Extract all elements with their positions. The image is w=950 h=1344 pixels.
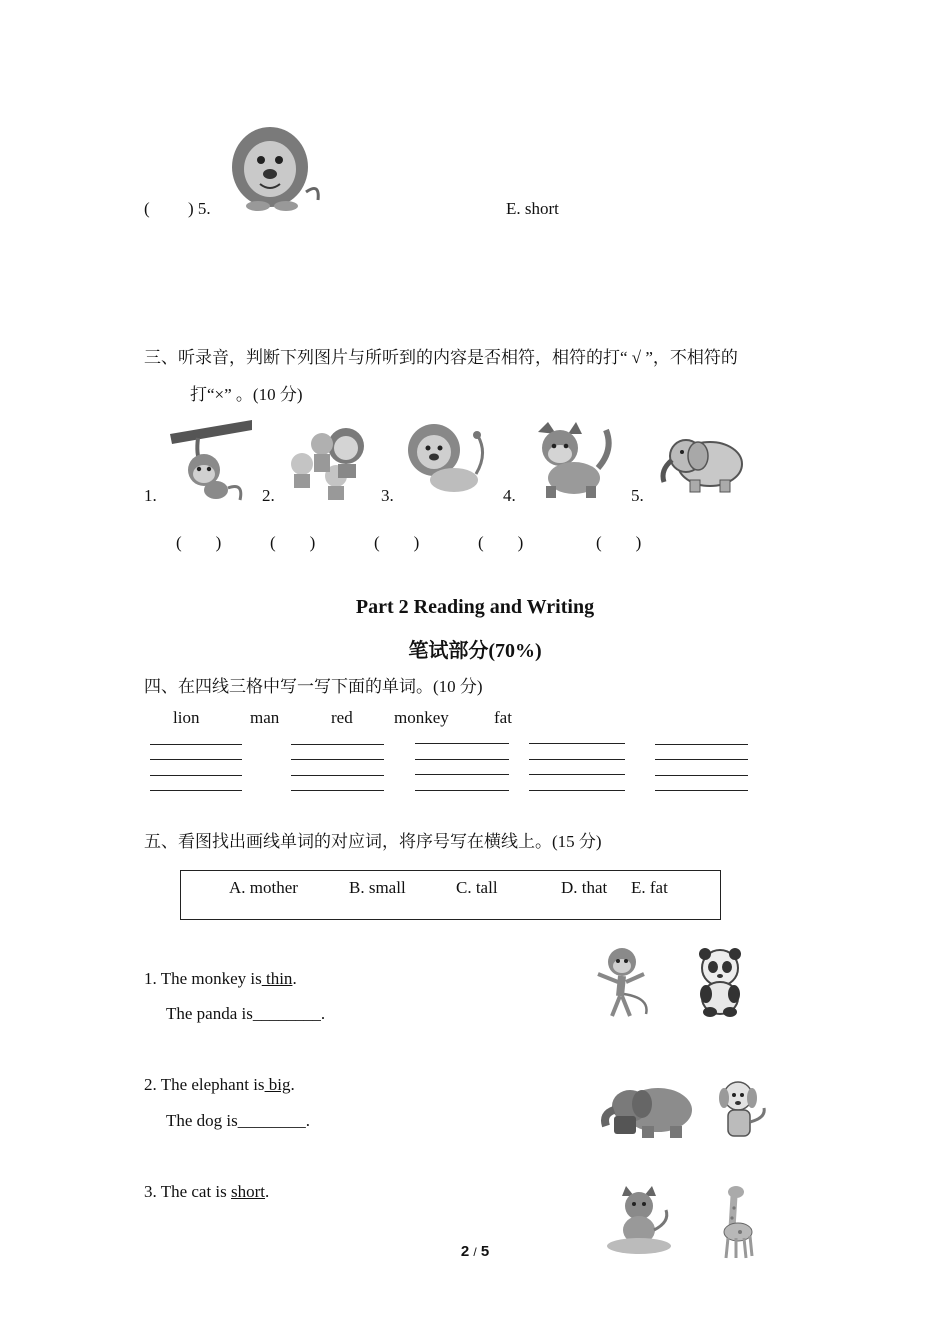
question-2-underlined-word: big [264,1075,291,1094]
page-separator: / [473,1245,477,1259]
option-d: D. that [561,878,608,897]
question-number-5: ) 5. [188,199,211,218]
word-fat: fat [494,708,512,727]
option-e: E. fat [631,878,668,897]
question-2-suffix: . [290,1075,295,1094]
option-e-short: E. short [506,199,559,218]
tiger-cat-picture [530,420,616,502]
section5-heading: 五、看图找出画线单词的对应词，将序号写在横线上。(15 分) [144,832,602,851]
item-number-1: 1. [144,486,157,505]
question-1-prefix: 1. The monkey is [144,969,262,988]
question-1-suffix: . [292,969,297,988]
dog-picture [714,1078,770,1142]
question-1-answer-line[interactable]: The panda is________. [166,1004,326,1023]
question-2 [144,1075,295,1095]
word-red: red [331,708,353,727]
question-3-prefix: 3. The cat is [144,1182,232,1201]
part2-title: Part 2 Reading and Writing [355,596,595,618]
item-number-4: 4. [503,486,516,505]
lion-lying-picture [404,414,488,498]
elephant-picture [654,430,748,496]
question-3 [144,1182,269,1202]
part2-subtitle: 笔试部分(70%) [408,640,542,662]
item-number-5: 5. [631,486,644,505]
answer-paren-4[interactable]: ( ) [478,533,524,552]
monkey-picture [590,944,654,1020]
elephant-big-picture [598,1080,696,1140]
answer-paren-5[interactable]: ( ) [596,533,642,552]
page-total: 5 [480,1243,490,1260]
answer-paren-1[interactable]: ( ) [176,533,222,552]
question-2-answer-line[interactable]: The dog is________. [166,1111,311,1130]
option-b: B. small [349,878,406,897]
animal-group-picture [284,424,376,502]
lion-picture [228,122,328,212]
answer-paren-2[interactable]: ( ) [270,533,316,552]
option-c: C. tall [456,878,498,897]
word-monkey: monkey [394,708,449,727]
page-current: 2 [460,1243,470,1260]
option-a: A. mother [229,878,298,897]
section3-heading: 三、听录音，判断下列图片与所听到的内容是否相符，相符的打“ √ ”，不相符的 [144,348,738,367]
page-number [0,1243,950,1260]
question-1-underlined-word: thin [261,969,293,988]
answer-paren-3[interactable]: ( ) [374,533,420,552]
answer-paren-open: ( [144,199,150,218]
question-2-prefix: 2. The elephant is [144,1075,265,1094]
item-number-3: 3. [381,486,394,505]
item-number-2: 2. [262,486,275,505]
question-3-underlined-word: short [231,1182,266,1201]
word-man: man [250,708,280,727]
section3-heading-line2: 打“×” 。(10 分) [190,385,303,404]
word-lion: lion [173,708,200,727]
section4-heading: 四、在四线三格中写一写下面的单词。(10 分) [144,677,483,696]
question-1 [144,969,297,989]
monkey-on-branch-picture [168,414,254,502]
question-3-suffix: . [265,1182,270,1201]
panda-picture [694,946,746,1018]
